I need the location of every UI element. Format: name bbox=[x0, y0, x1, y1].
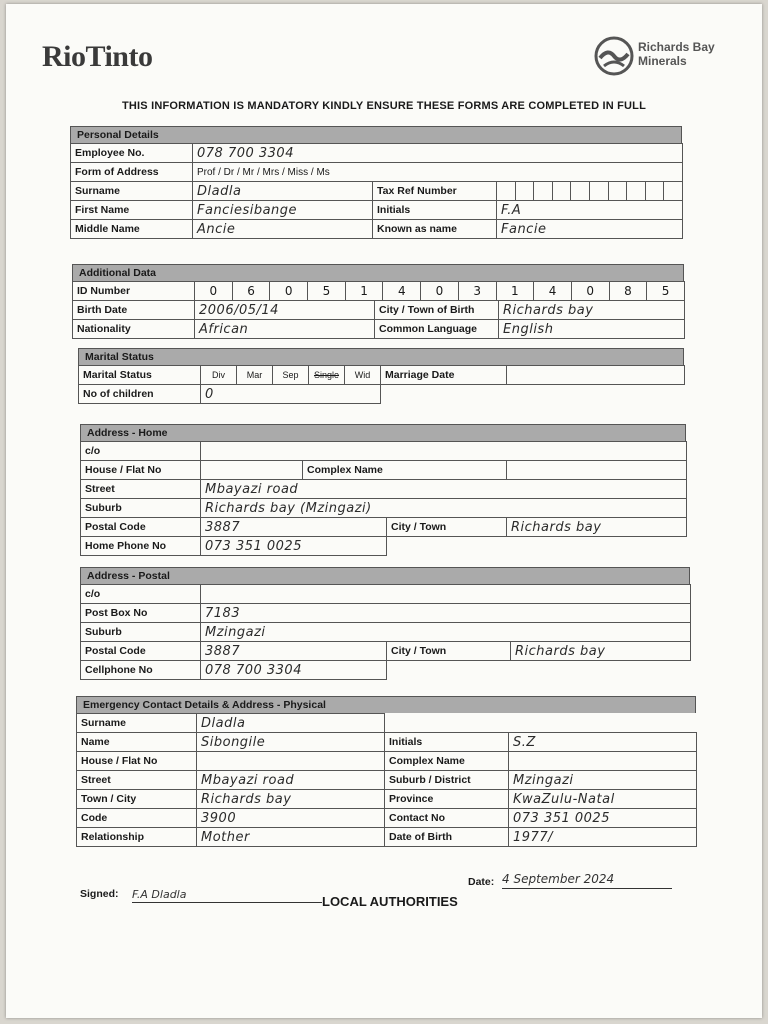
home-phone-field[interactable]: 073 351 0025 bbox=[201, 537, 387, 556]
street-label: Street bbox=[81, 480, 201, 499]
children-field[interactable]: 0 bbox=[201, 385, 381, 404]
name-field[interactable]: Sibongile bbox=[197, 733, 385, 752]
post-box-field[interactable]: 7183 bbox=[201, 604, 691, 623]
suburb-district-field[interactable]: Mzingazi bbox=[509, 771, 697, 790]
id-number-field[interactable] bbox=[195, 282, 685, 301]
id-digit-cell[interactable]: 0 bbox=[270, 282, 308, 300]
code-field[interactable]: 3900 bbox=[197, 809, 385, 828]
suburb-district-label: Suburb / District bbox=[385, 771, 509, 790]
post-box-label: Post Box No bbox=[81, 604, 201, 623]
street-field[interactable]: Mbayazi road bbox=[201, 480, 687, 499]
street-label: Street bbox=[77, 771, 197, 790]
local-authorities-heading: LOCAL AUTHORITIES bbox=[322, 894, 458, 909]
first-name-label: First Name bbox=[71, 201, 193, 220]
initials-field[interactable]: S.Z bbox=[509, 733, 697, 752]
children-label: No of children bbox=[79, 385, 201, 404]
partner-name bbox=[638, 40, 715, 68]
house-flat-label: House / Flat No bbox=[81, 461, 201, 480]
option-mar[interactable]: Mar bbox=[237, 366, 273, 385]
complex-name-label: Complex Name bbox=[303, 461, 507, 480]
id-digit-cell[interactable]: 5 bbox=[308, 282, 346, 300]
section-title: Address - Home bbox=[80, 424, 686, 441]
postal-address-section bbox=[80, 567, 690, 680]
common-language-field[interactable]: English bbox=[499, 320, 685, 339]
home-phone-label: Home Phone No bbox=[81, 537, 201, 556]
section-title: Emergency Contact Details & Address - Physical bbox=[76, 696, 696, 713]
city-field[interactable]: Richards bay bbox=[507, 518, 687, 537]
known-as-field[interactable]: Fancie bbox=[497, 220, 683, 239]
surname-label: Surname bbox=[71, 182, 193, 201]
cellphone-label: Cellphone No bbox=[81, 661, 201, 680]
id-number-label: ID Number bbox=[73, 282, 195, 301]
complex-name-label: Complex Name bbox=[385, 752, 509, 771]
date-label: Date: bbox=[468, 876, 495, 888]
town-city-field[interactable]: Richards bay bbox=[197, 790, 385, 809]
middle-name-field[interactable]: Ancie bbox=[193, 220, 373, 239]
form-of-address-label: Form of Address bbox=[71, 163, 193, 182]
house-flat-field[interactable] bbox=[201, 461, 303, 480]
care-of-field[interactable] bbox=[201, 585, 691, 604]
form-of-address-options[interactable]: Prof / Dr / Mr / Mrs / Miss / Ms bbox=[193, 163, 683, 182]
id-digit-cell[interactable]: 1 bbox=[346, 282, 384, 300]
postal-code-field[interactable]: 3887 bbox=[201, 642, 387, 661]
city-label: City / Town bbox=[387, 642, 511, 661]
town-city-label: Town / City bbox=[77, 790, 197, 809]
option-div[interactable]: Div bbox=[201, 366, 237, 385]
partner-line-2: Minerals bbox=[638, 54, 687, 68]
date-of-birth-label: Date of Birth bbox=[385, 828, 509, 847]
tax-ref-field[interactable] bbox=[497, 182, 683, 201]
riotinto-logo: RioTinto bbox=[42, 40, 153, 73]
suburb-label: Suburb bbox=[81, 499, 201, 518]
province-label: Province bbox=[385, 790, 509, 809]
complex-name-field[interactable] bbox=[509, 752, 697, 771]
id-digit-cell[interactable]: 4 bbox=[383, 282, 421, 300]
section-title: Additional Data bbox=[72, 264, 684, 281]
personal-details-section bbox=[70, 126, 682, 239]
birth-date-label: Birth Date bbox=[73, 301, 195, 320]
additional-data-section bbox=[72, 264, 684, 339]
city-label: City / Town bbox=[387, 518, 507, 537]
birth-date-field[interactable]: 2006/05/14 bbox=[195, 301, 375, 320]
id-digit-cell[interactable]: 1 bbox=[497, 282, 535, 300]
tax-ref-label: Tax Ref Number bbox=[373, 182, 497, 201]
id-digit-cell[interactable]: 0 bbox=[572, 282, 610, 300]
relationship-field[interactable]: Mother bbox=[197, 828, 385, 847]
relationship-label: Relationship bbox=[77, 828, 197, 847]
partner-line-1: Richards Bay bbox=[638, 40, 715, 54]
employee-no-label: Employee No. bbox=[71, 144, 193, 163]
house-flat-field[interactable] bbox=[197, 752, 385, 771]
surname-field[interactable]: Dladla bbox=[193, 182, 373, 201]
common-language-label: Common Language bbox=[375, 320, 499, 339]
surname-label: Surname bbox=[77, 714, 197, 733]
care-of-label: c/o bbox=[81, 585, 201, 604]
mandatory-notice: THIS INFORMATION IS MANDATORY KINDLY ENSURE THESE FORMS ARE COMPLETED IN FULL bbox=[121, 100, 647, 112]
section-title: Address - Postal bbox=[80, 567, 690, 584]
initials-field[interactable]: F.A bbox=[497, 201, 683, 220]
marital-status-label: Marital Status bbox=[79, 366, 201, 385]
section-title: Personal Details bbox=[70, 126, 682, 143]
middle-name-label: Middle Name bbox=[71, 220, 193, 239]
suburb-field[interactable]: Richards bay (Mzingazi) bbox=[201, 499, 687, 518]
nationality-label: Nationality bbox=[73, 320, 195, 339]
cellphone-field[interactable]: 078 700 3304 bbox=[201, 661, 387, 680]
marriage-date-field[interactable] bbox=[507, 366, 685, 385]
care-of-field[interactable] bbox=[201, 442, 687, 461]
surname-field[interactable]: Dladla bbox=[197, 714, 385, 733]
richards-bay-minerals-logo-icon bbox=[594, 36, 634, 76]
care-of-label: c/o bbox=[81, 442, 201, 461]
complex-name-field[interactable] bbox=[507, 461, 687, 480]
marriage-date-label: Marriage Date bbox=[381, 366, 507, 385]
id-digit-cell[interactable]: 4 bbox=[534, 282, 572, 300]
known-as-label: Known as name bbox=[373, 220, 497, 239]
house-flat-label: House / Flat No bbox=[77, 752, 197, 771]
nationality-field[interactable]: African bbox=[195, 320, 375, 339]
suburb-field[interactable]: Mzingazi bbox=[201, 623, 691, 642]
id-digit-cell[interactable]: 8 bbox=[610, 282, 648, 300]
employee-no-field[interactable]: 078 700 3304 bbox=[193, 144, 683, 163]
marital-status-section bbox=[78, 348, 684, 404]
id-digit-cell[interactable]: 6 bbox=[233, 282, 271, 300]
date-field[interactable]: 4 September 2024 bbox=[502, 872, 672, 889]
initials-label: Initials bbox=[385, 733, 509, 752]
postal-code-field[interactable]: 3887 bbox=[201, 518, 387, 537]
first-name-field[interactable]: Fanciesibange bbox=[193, 201, 373, 220]
id-digit-cell[interactable]: 0 bbox=[195, 282, 233, 300]
postal-code-label: Postal Code bbox=[81, 518, 201, 537]
postal-code-label: Postal Code bbox=[81, 642, 201, 661]
option-wid[interactable]: Wid bbox=[345, 366, 381, 385]
street-field[interactable]: Mbayazi road bbox=[197, 771, 385, 790]
suburb-label: Suburb bbox=[81, 623, 201, 642]
date-of-birth-field[interactable]: 1977/ bbox=[509, 828, 697, 847]
city-of-birth-label: City / Town of Birth bbox=[375, 301, 499, 320]
name-label: Name bbox=[77, 733, 197, 752]
id-digit-cell[interactable]: 5 bbox=[661, 284, 670, 298]
section-title: Marital Status bbox=[78, 348, 684, 365]
id-digit-cell[interactable]: 3 bbox=[459, 282, 497, 300]
contact-no-field[interactable]: 073 351 0025 bbox=[509, 809, 697, 828]
city-of-birth-field[interactable]: Richards bay bbox=[499, 301, 685, 320]
id-digit-cell[interactable]: 0 bbox=[421, 282, 459, 300]
home-address-section bbox=[80, 424, 686, 556]
option-single[interactable]: Single bbox=[309, 366, 345, 385]
signature-field[interactable]: F.A Dladla bbox=[132, 888, 322, 903]
signed-label: Signed: bbox=[80, 888, 119, 900]
initials-label: Initials bbox=[373, 201, 497, 220]
contact-no-label: Contact No bbox=[385, 809, 509, 828]
option-sep[interactable]: Sep bbox=[273, 366, 309, 385]
city-field[interactable]: Richards bay bbox=[511, 642, 691, 661]
code-label: Code bbox=[77, 809, 197, 828]
form-page bbox=[6, 4, 762, 1018]
emergency-contact-section bbox=[76, 696, 696, 847]
province-field[interactable]: KwaZulu-Natal bbox=[509, 790, 697, 809]
